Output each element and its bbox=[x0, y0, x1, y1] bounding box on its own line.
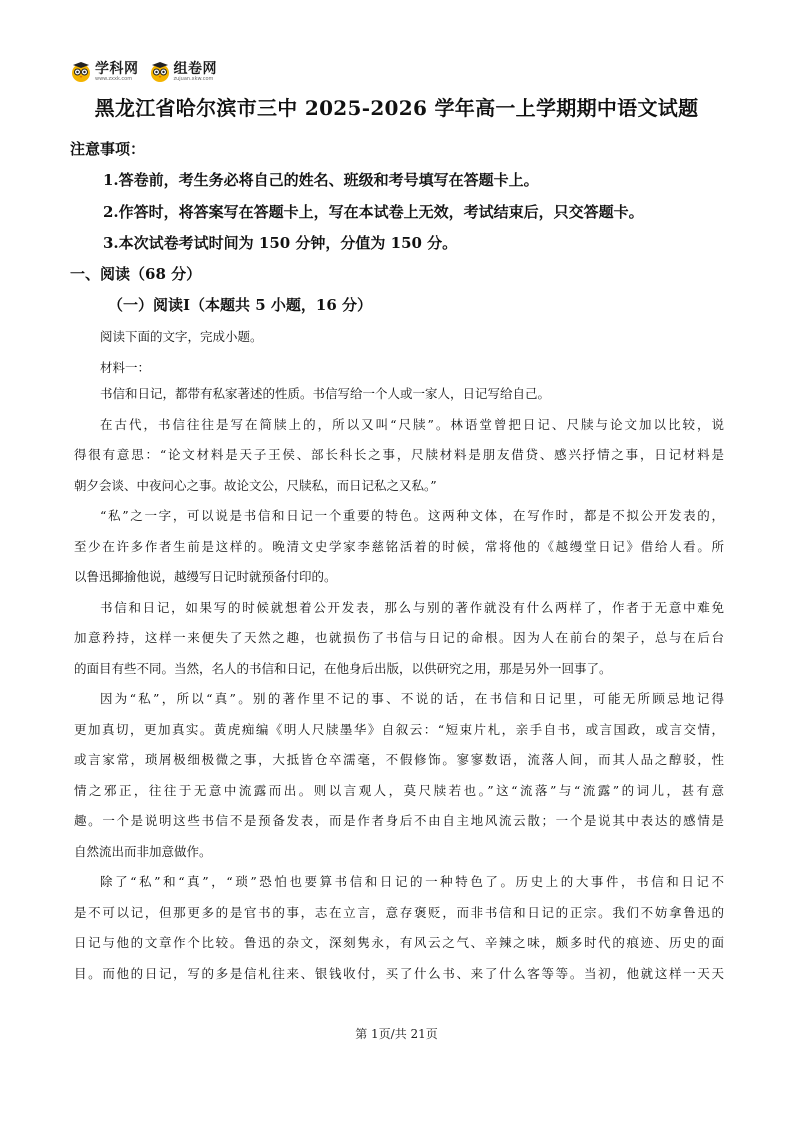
paragraph-line: 是不可以记，但那更多的是官书的事，志在立言，意存褒贬，而非书信和日记的正宗。我们不妨拿鲁迅的 bbox=[74, 904, 724, 920]
owl-icon bbox=[70, 61, 92, 83]
paragraph bbox=[74, 410, 724, 502]
header-logos bbox=[70, 57, 217, 87]
page-number: 第 1页/共 21页 bbox=[355, 1027, 438, 1041]
notice-item-2: 2.作答时，将答案写在答题卡上，写在本试卷上无效，考试结束后，只交答题卡。 bbox=[103, 203, 644, 221]
material-label: 材料一： bbox=[100, 360, 151, 375]
paragraph-line: 以鲁迅揶揄他说，越缦写日记时就预备付印的。 bbox=[74, 569, 337, 584]
instruction-text: 阅读下面的文字，完成小题。 bbox=[100, 329, 263, 344]
paragraph-line: 至少在许多作者生前是这样的。晚清文史学家李慈铭活着的时候，常将他的《越缦堂日记》借给人看。所 bbox=[74, 538, 724, 554]
paragraph bbox=[74, 501, 724, 593]
paragraph-line: 自然流出而非加意做作。 bbox=[74, 843, 212, 859]
zujuan-logo-url: zujuan.xkw.com bbox=[173, 76, 214, 82]
paragraph bbox=[74, 684, 724, 867]
notice-item-3: 3.本次试卷考试时间为 150 分钟，分值为 150 分。 bbox=[103, 234, 458, 252]
paragraph-line: 趣。一个是说明这些书信不是预备发表，而是作者身后不由自主地风流云散；一个是说其中表达的感情是 bbox=[74, 813, 724, 828]
paragraph-line: 除了“私”和“真”，“琐”恐怕也要算书信和日记的一种特色了。历史上的大事件，书信和日记不 bbox=[100, 874, 724, 889]
paragraph-line: 加意矜持，这样一来便失了天然之趣，也就损伤了书信与日记的命根。因为人在前台的架子，总与在后台 bbox=[74, 630, 724, 645]
paragraph-line: 在古代，书信往往是写在简牍上的，所以又叫“尺牍”。林语堂曾把日记、尺牍与论文加以比较，说 bbox=[100, 416, 724, 432]
paragraph-line: 得很有意思：“论文材料是天子王侯、部长科长之事，尺牍材料是朋友借贷、感兴抒情之事，日记材料是 bbox=[74, 447, 724, 462]
paragraph-line: 书信和日记，如果写的时候就想着公开发表，那么与别的著作就没有什么两样了，作者于无意中难免 bbox=[100, 599, 724, 615]
xueke-logo-name: 学科网 bbox=[95, 61, 139, 77]
paragraph-line: 更加真切，更加真实。黄虎痴编《明人尺牍墨华》自叙云：“短束片札，亲手自书，或言国政，或言交情， bbox=[74, 721, 724, 737]
xueke-logo-url: www.zxxk.com bbox=[95, 76, 133, 82]
exam-title: 黑龙江省哈尔滨市三中 2025-2026 学年高一上学期期中语文试题 bbox=[94, 96, 699, 120]
paragraph bbox=[74, 379, 724, 410]
paragraph-line: “私”之一字，可以说是书信和日记一个重要的特色。这两种文体，在写作时，都是不拟公开发表的， bbox=[100, 508, 724, 523]
paragraph-line: 的面目有些不同。当然，名人的书信和日记，在他身后出版，以供研究之用，那是另外一回事了。 bbox=[74, 660, 612, 676]
passage bbox=[74, 379, 724, 989]
paragraph-line: 情之邪正，往往于无意中流露而出。则以言观人，莫尺牍若也。”这“流落”与“流露”的词儿，甚有意 bbox=[74, 782, 724, 798]
notice-heading: 注意事项： bbox=[70, 140, 146, 158]
paragraph-line: 因为“私”，所以“真”。别的著作里不记的事、不说的话，在书信和日记里，可能无所顾忌地记得 bbox=[100, 691, 724, 706]
xueke-logo bbox=[70, 61, 139, 83]
paragraph-line: 书信和日记，都带有私家著述的性质。书信写给一个人或一家人，日记写给自己。 bbox=[100, 386, 551, 401]
section-heading: 一、阅读（68 分） bbox=[70, 265, 202, 283]
paragraph-line: 朝夕会谈、中夜问心之事。故论文公，尺牍私，而日记私之又私。” bbox=[74, 477, 437, 493]
notice-item-1: 1.答卷前，考生务必将自己的姓名、班级和考号填写在答题卡上。 bbox=[103, 171, 539, 189]
paragraph bbox=[74, 867, 724, 989]
paragraph-line: 或言家常，琐屑极细极微之事，大抵皆仓卒濡毫，不假修饰。寥寥数语，流落人间，而其人品之醇驳，性 bbox=[74, 752, 724, 767]
owl-icon bbox=[149, 61, 171, 83]
zujuan-logo bbox=[149, 61, 218, 83]
paragraph bbox=[74, 593, 724, 685]
zujuan-logo-name: 组卷网 bbox=[173, 61, 217, 77]
paragraph-line: 目。而他的日记，写的多是信札往来、银钱收付，买了什么书、来了什么客等等。当初，他就这样一天天 bbox=[74, 965, 724, 981]
paragraph-line: 日记与他的文章作个比较。鲁迅的杂文，深刻隽永，有风云之气、辛辣之味，颇多时代的痕迹、历史的面 bbox=[74, 935, 724, 950]
subsection-heading: （一）阅读Ⅰ（本题共 5 小题，16 分） bbox=[108, 296, 372, 314]
